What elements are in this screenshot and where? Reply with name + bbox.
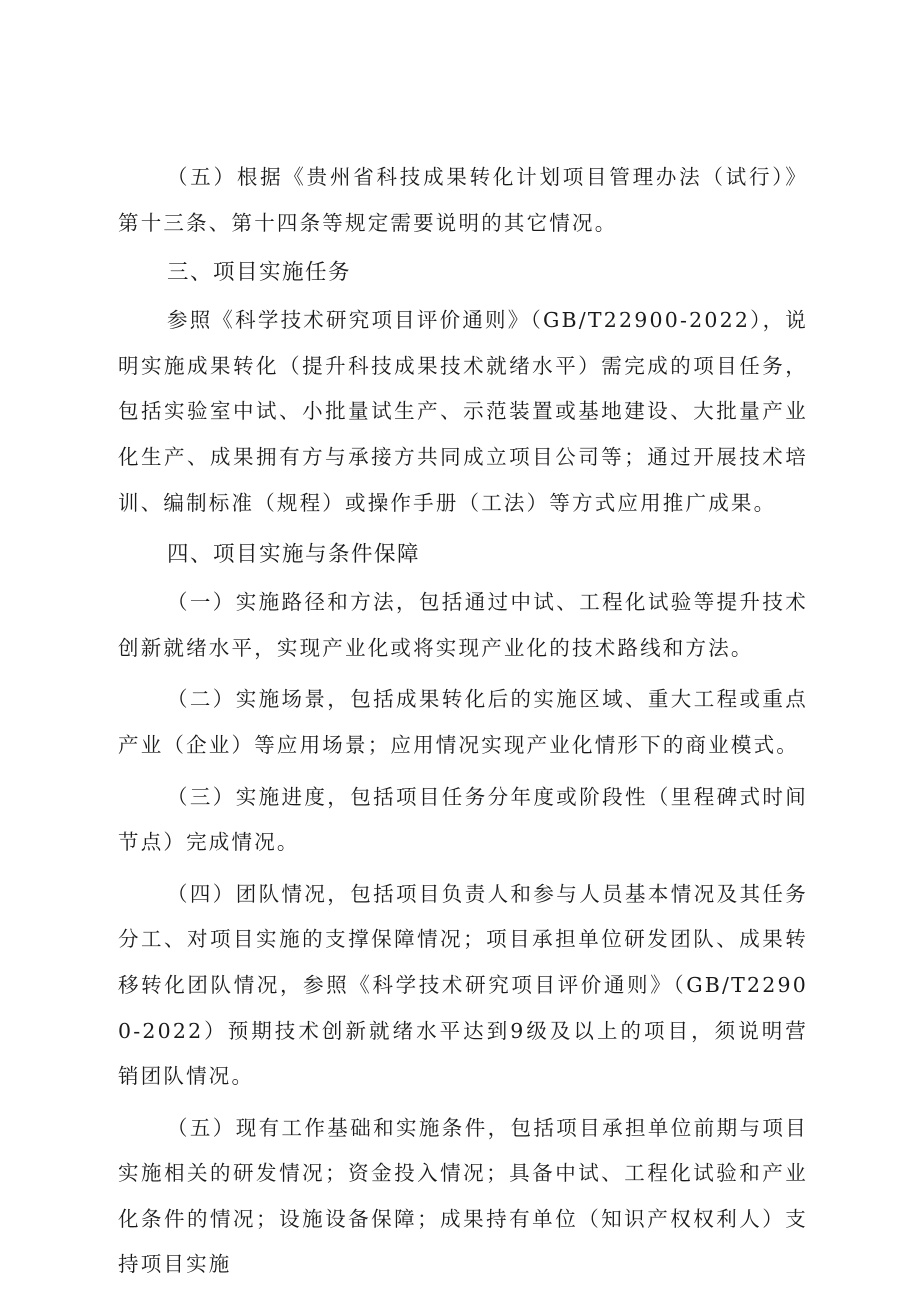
paragraph-tasks: 参照《科学技术研究项目评价通则》（GB/T22900-2022），说明实施成果转化（提升科技成果技术就绪水平）需完成的项目任务，包括实验室中试、小批量试生产、示范装置或基地建设、大批量产业化生产、成果拥有方与承接方共同成立项目公司等；通过开展技术培训、编制标准（规程）或操作手册（工法）等方式应用推广成果。: [118, 308, 808, 515]
paragraph-other-situations: （五）根据《贵州省科技成果转化计划项目管理办法（试行）》第十三条、第十四条等规定需要说明的其它情况。: [118, 165, 808, 235]
paragraph-work-foundation: （五）现有工作基础和实施条件，包括项目承担单位前期与项目实施相关的研发情况；资金投入情况；具备中试、工程化试验和产业化条件的情况；设施设备保障；成果持有单位（知识产权权利人）支持项目实施: [118, 1115, 808, 1277]
paragraph-team-situation: （四）团队情况，包括项目负责人和参与人员基本情况及其任务分工、对项目实施的支撑保障情况；项目承担单位研发团队、成果转移转化团队情况，参照《科学技术研究项目评价通则》（GB/T22900-2022）预期技术创新就绪水平达到9级及以上的项目，须说明营销团队情况。: [118, 881, 808, 1089]
paragraph-implementation-scenario: （二）实施场景，包括成果转化后的实施区域、重大工程或重点产业（企业）等应用场景；应用情况实现产业化情形下的商业模式。: [118, 687, 808, 757]
document-page: [118, 155, 808, 1288]
section-heading-conditions: 四、项目实施与条件保障: [167, 542, 421, 568]
paragraph-implementation-path: （一）实施路径和方法，包括通过中试、工程化试验等提升技术创新就绪水平，实现产业化或将实现产业化的技术路线和方法。: [118, 590, 808, 660]
paragraph-implementation-progress: （三）实施进度，包括项目任务分年度或阶段性（里程碑式时间节点）完成情况。: [118, 784, 808, 855]
section-heading-tasks: 三、项目实施任务: [167, 260, 352, 286]
